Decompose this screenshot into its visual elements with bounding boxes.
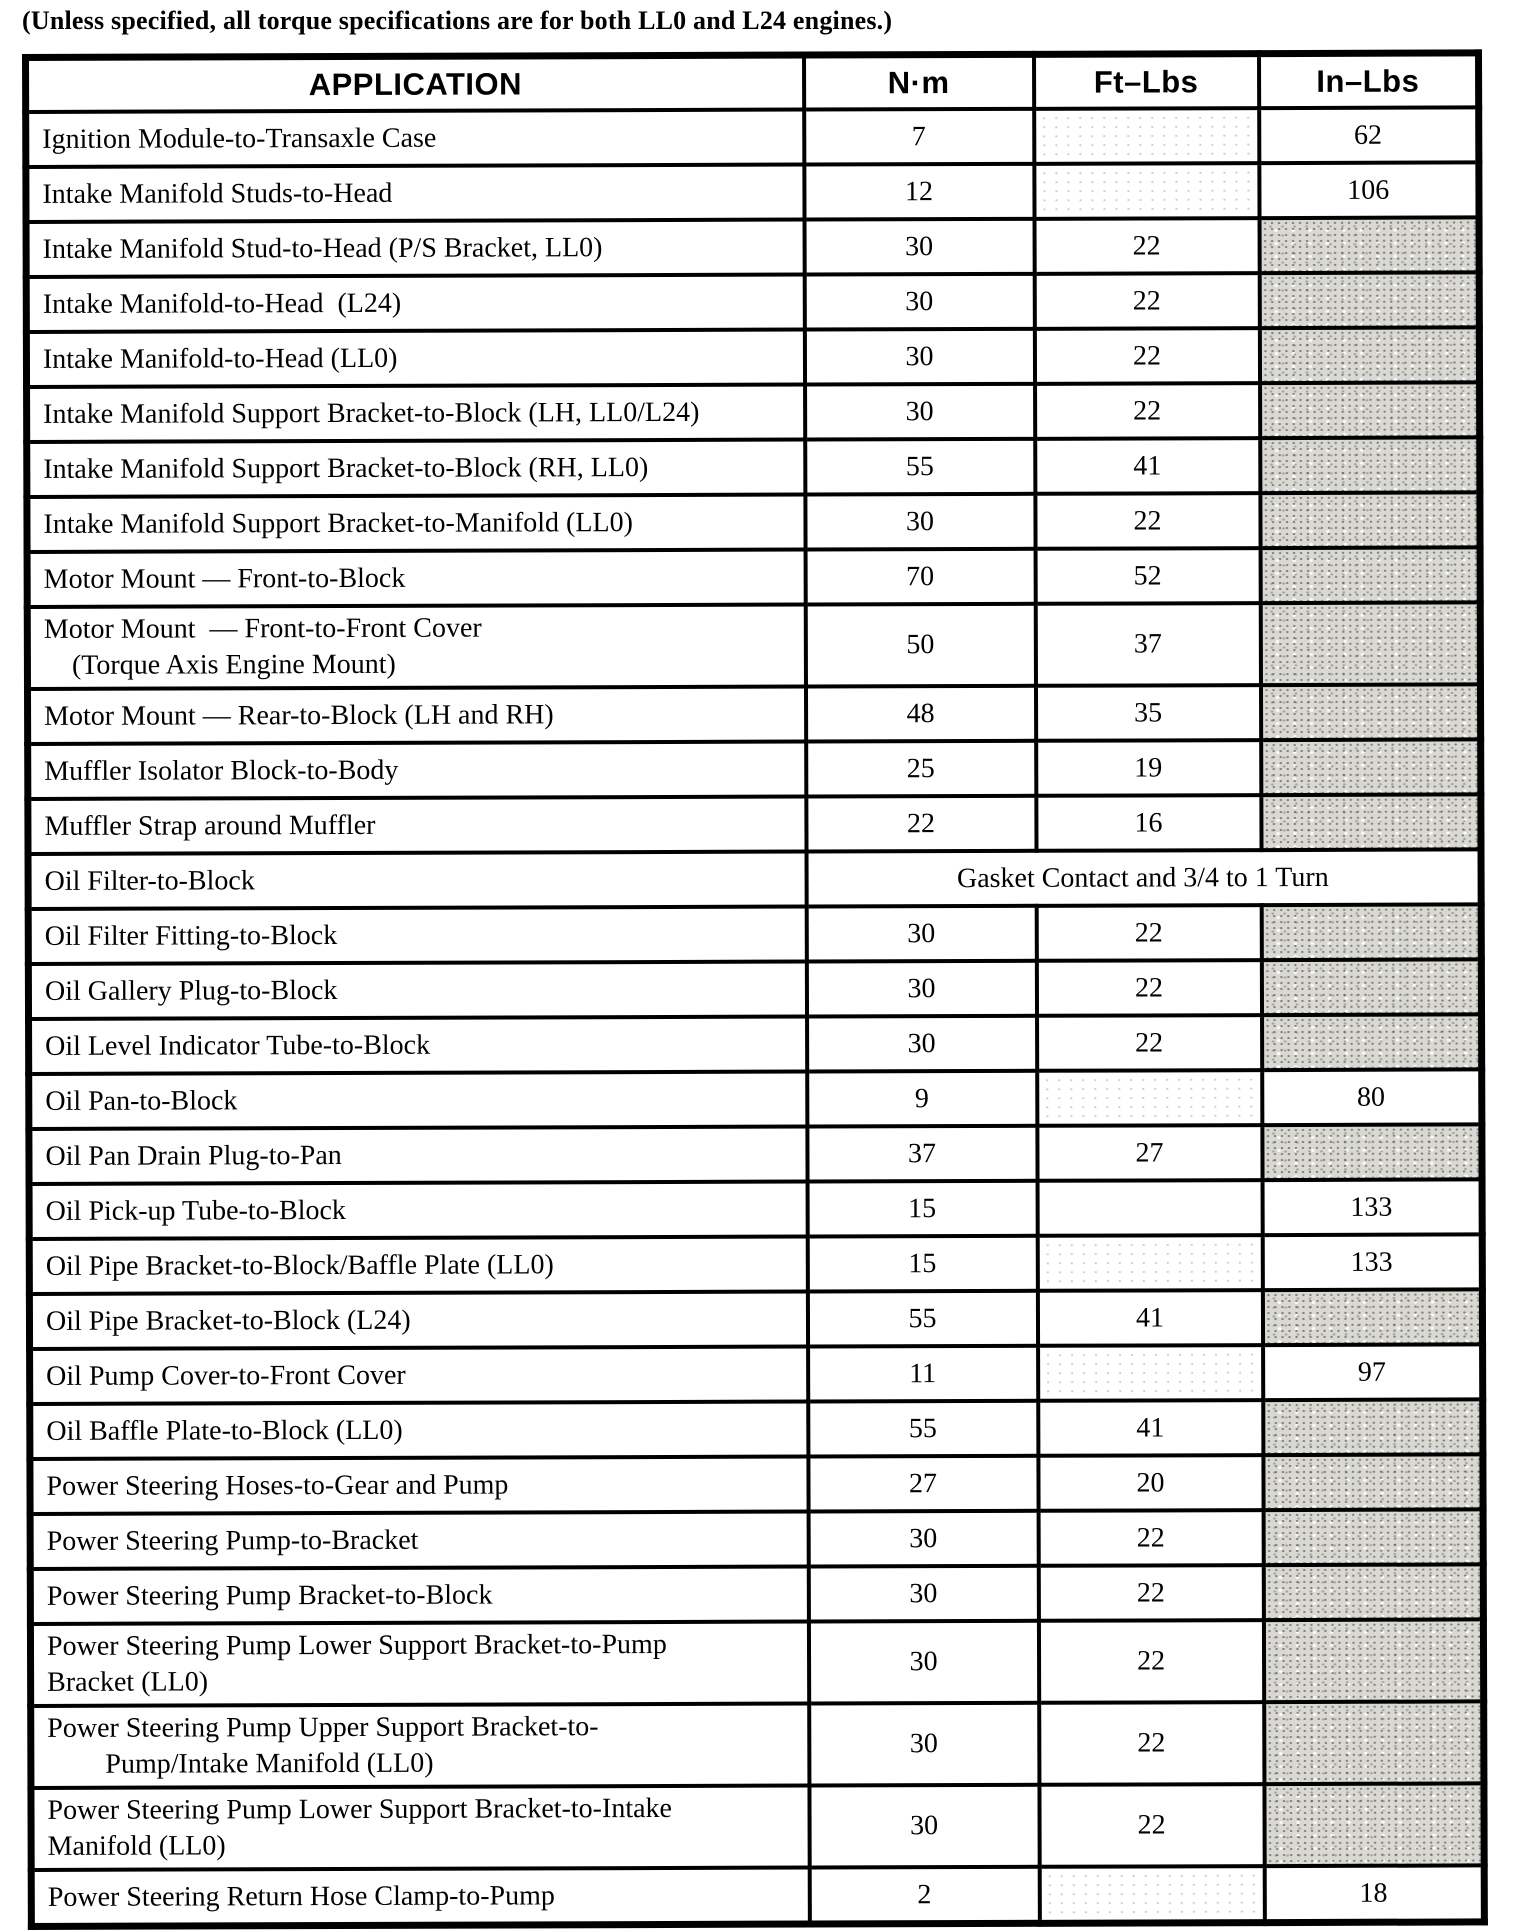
nm-cell: 15 bbox=[807, 1181, 1037, 1237]
application-cell bbox=[26, 330, 804, 387]
application-line: Intake Manifold Support Bracket-to-Block (RH, LL0) bbox=[43, 451, 649, 485]
nm-cell: 30 bbox=[809, 1785, 1039, 1868]
application-cell bbox=[31, 1786, 809, 1870]
table-row bbox=[29, 1014, 1482, 1074]
in-lbs-cell bbox=[1260, 382, 1480, 438]
application-line: Muffler Strap around Muffler bbox=[44, 809, 376, 842]
application-line: Intake Manifold Stud-to-Head (P/S Bracket, LL0) bbox=[42, 231, 603, 265]
application-line: Oil Pick-up Tube-to-Block bbox=[45, 1194, 346, 1227]
in-lbs-cell bbox=[1260, 684, 1480, 740]
application-line: Intake Manifold Support Bracket-to-Block (LH, LL0/L24) bbox=[43, 396, 700, 430]
ft-lbs-cell: 22 bbox=[1038, 1620, 1263, 1703]
note-text: (Unless specified, all torque specifications are for both LL0 and L24 engines.) bbox=[22, 6, 893, 35]
application-line: Bracket (LL0) bbox=[47, 1666, 209, 1698]
application-cell bbox=[30, 1622, 808, 1706]
torque-table bbox=[22, 49, 1488, 1930]
table-row bbox=[28, 739, 1481, 799]
table-row bbox=[27, 547, 1480, 607]
in-lbs-cell bbox=[1261, 739, 1481, 795]
application-line: Intake Manifold-to-Head (LL0) bbox=[42, 342, 398, 375]
nm-cell: 30 bbox=[804, 329, 1034, 385]
ft-lbs-cell bbox=[1037, 1070, 1262, 1126]
in-lbs-cell bbox=[1264, 1701, 1484, 1784]
in-lbs-cell bbox=[1263, 1509, 1483, 1565]
in-lbs-cell bbox=[1262, 1289, 1482, 1345]
application-cell bbox=[29, 1017, 807, 1074]
nm-cell: 15 bbox=[807, 1236, 1037, 1292]
application-cell bbox=[27, 550, 805, 607]
ft-lbs-cell: 41 bbox=[1038, 1400, 1263, 1456]
in-lbs-cell: 133 bbox=[1262, 1179, 1482, 1235]
nm-cell: 30 bbox=[808, 1566, 1038, 1622]
table-row bbox=[26, 107, 1479, 167]
nm-cell: 9 bbox=[807, 1071, 1037, 1127]
in-lbs-cell: 18 bbox=[1264, 1865, 1484, 1922]
table-row bbox=[31, 1865, 1484, 1926]
nm-cell: 7 bbox=[804, 109, 1034, 165]
in-lbs-cell bbox=[1259, 327, 1479, 383]
in-lbs-cell bbox=[1262, 1014, 1482, 1070]
application-cell bbox=[29, 1127, 807, 1184]
application-line: Power Steering Pump-to-Bracket bbox=[46, 1524, 419, 1557]
application-cell bbox=[29, 1292, 807, 1349]
in-lbs-cell bbox=[1263, 1564, 1483, 1620]
nm-cell: 30 bbox=[804, 219, 1034, 275]
ft-lbs-cell: 37 bbox=[1035, 603, 1260, 686]
table-row bbox=[29, 1069, 1482, 1129]
in-lbs-cell bbox=[1263, 1454, 1483, 1510]
application-cell bbox=[31, 1704, 809, 1788]
application-line: Oil Level Indicator Tube-to-Block bbox=[45, 1029, 431, 1062]
in-lbs-cell bbox=[1261, 904, 1481, 960]
nm-cell: 12 bbox=[804, 164, 1034, 220]
table-row bbox=[27, 492, 1480, 552]
table-row bbox=[26, 162, 1479, 222]
application-cell bbox=[29, 1237, 807, 1294]
ft-lbs-cell bbox=[1039, 1866, 1264, 1923]
application-cell bbox=[26, 275, 804, 332]
header-in-lbs: In–Lbs bbox=[1259, 53, 1479, 108]
header-ft-lbs: Ft–Lbs bbox=[1034, 54, 1259, 109]
table-row bbox=[29, 1124, 1482, 1184]
nm-cell: 30 bbox=[808, 1621, 1038, 1704]
application-cell bbox=[27, 605, 805, 689]
header-nm: N·m bbox=[804, 54, 1034, 109]
in-lbs-cell bbox=[1261, 794, 1481, 850]
in-lbs-cell: 62 bbox=[1259, 107, 1479, 163]
nm-cell: 22 bbox=[806, 796, 1036, 852]
application-cell bbox=[27, 495, 805, 552]
application-line: Intake Manifold Studs-to-Head bbox=[42, 177, 393, 210]
in-lbs-cell bbox=[1264, 1783, 1484, 1866]
application-line: Oil Gallery Plug-to-Block bbox=[44, 974, 338, 1007]
application-line: Oil Filter Fitting-to-Block bbox=[44, 919, 338, 952]
ft-lbs-cell: 22 bbox=[1036, 905, 1261, 961]
application-cell bbox=[28, 797, 806, 854]
application-cell bbox=[27, 687, 805, 744]
application-line: Pump/Intake Manifold (LL0) bbox=[105, 1747, 434, 1780]
application-line: Power Steering Hoses-to-Gear and Pump bbox=[46, 1468, 509, 1502]
application-line: Oil Pan-to-Block bbox=[45, 1084, 238, 1117]
nm-cell: 30 bbox=[809, 1703, 1039, 1786]
nm-cell: 11 bbox=[808, 1346, 1038, 1402]
application-line: Motor Mount — Front-to-Block bbox=[43, 562, 406, 595]
ft-lbs-cell: 22 bbox=[1038, 1565, 1263, 1621]
application-line: Power Steering Pump Upper Support Bracket-to- bbox=[47, 1711, 599, 1744]
application-cell bbox=[26, 165, 804, 222]
ft-lbs-cell: 22 bbox=[1037, 1015, 1262, 1071]
in-lbs-cell: 133 bbox=[1262, 1234, 1482, 1290]
application-line: Intake Manifold Support Bracket-to-Manifold (LL0) bbox=[43, 506, 633, 540]
application-cell bbox=[28, 962, 806, 1019]
ft-lbs-cell: 22 bbox=[1035, 493, 1260, 549]
in-lbs-cell bbox=[1262, 1124, 1482, 1180]
application-line: (Torque Axis Engine Mount) bbox=[71, 648, 396, 681]
in-lbs-cell bbox=[1260, 602, 1480, 685]
table-row bbox=[30, 1509, 1483, 1569]
table-row bbox=[27, 437, 1480, 497]
ft-lbs-cell: 22 bbox=[1034, 218, 1259, 274]
table-row bbox=[26, 327, 1479, 387]
application-cell bbox=[30, 1347, 808, 1404]
application-line: Power Steering Return Hose Clamp-to-Pump bbox=[47, 1879, 555, 1913]
table-row bbox=[29, 1289, 1482, 1349]
ft-lbs-cell: 16 bbox=[1036, 795, 1261, 851]
table-row bbox=[27, 684, 1480, 744]
in-lbs-cell bbox=[1260, 492, 1480, 548]
application-cell bbox=[28, 852, 806, 909]
nm-cell: 55 bbox=[805, 439, 1035, 495]
ft-lbs-cell: 22 bbox=[1036, 960, 1261, 1016]
application-line: Oil Pipe Bracket-to-Block (L24) bbox=[45, 1304, 411, 1337]
nm-cell: 30 bbox=[806, 906, 1036, 962]
table-header-row bbox=[26, 53, 1479, 112]
in-lbs-cell bbox=[1259, 217, 1479, 273]
application-line: Power Steering Pump Lower Support Bracket-to-Pump bbox=[46, 1628, 667, 1662]
application-cell bbox=[27, 440, 805, 497]
in-lbs-cell bbox=[1260, 547, 1480, 603]
application-line: Oil Pan Drain Plug-to-Pan bbox=[45, 1139, 342, 1172]
in-lbs-cell bbox=[1261, 959, 1481, 1015]
nm-cell: 50 bbox=[805, 604, 1035, 687]
table-row bbox=[30, 1344, 1483, 1404]
table-row bbox=[26, 217, 1479, 277]
in-lbs-cell: 106 bbox=[1259, 162, 1479, 218]
table-row bbox=[30, 1399, 1483, 1459]
nm-cell: 48 bbox=[805, 686, 1035, 742]
nm-cell: 30 bbox=[804, 274, 1034, 330]
application-line: Intake Manifold-to-Head (L24) bbox=[42, 287, 402, 320]
in-lbs-cell bbox=[1263, 1619, 1483, 1702]
application-cell bbox=[28, 742, 806, 799]
nm-cell: 30 bbox=[806, 961, 1036, 1017]
application-line: Motor Mount — Rear-to-Block (LH and RH) bbox=[44, 698, 554, 732]
nm-cell: 30 bbox=[805, 494, 1035, 550]
nm-cell: 30 bbox=[807, 1016, 1037, 1072]
application-cell bbox=[27, 385, 805, 442]
ft-lbs-cell: 27 bbox=[1037, 1125, 1262, 1181]
table-row bbox=[29, 1234, 1482, 1294]
application-line: Power Steering Pump Lower Support Bracket-to-Intake bbox=[47, 1792, 672, 1826]
table-row bbox=[28, 904, 1481, 964]
ft-lbs-cell bbox=[1037, 1180, 1262, 1236]
in-lbs-cell: 97 bbox=[1263, 1344, 1483, 1400]
table-row bbox=[31, 1701, 1484, 1788]
application-cell bbox=[30, 1402, 808, 1459]
table-row bbox=[27, 602, 1480, 689]
application-line: Manifold (LL0) bbox=[47, 1830, 226, 1862]
ft-lbs-cell: 22 bbox=[1039, 1784, 1264, 1867]
spec-table-body bbox=[26, 107, 1485, 1926]
table-row bbox=[26, 272, 1479, 332]
nm-cell: 27 bbox=[808, 1456, 1038, 1512]
table-row bbox=[31, 1783, 1484, 1870]
table-row bbox=[29, 1179, 1482, 1239]
nm-cell: 25 bbox=[806, 741, 1036, 797]
nm-cell: 30 bbox=[808, 1511, 1038, 1567]
application-line: Power Steering Pump Bracket-to-Block bbox=[46, 1579, 493, 1612]
ft-lbs-cell bbox=[1034, 108, 1259, 164]
ft-lbs-cell: 22 bbox=[1039, 1702, 1264, 1785]
table-row bbox=[28, 959, 1481, 1019]
in-lbs-cell bbox=[1260, 437, 1480, 493]
table-row bbox=[30, 1619, 1483, 1706]
table-row bbox=[27, 382, 1480, 442]
table-row bbox=[28, 794, 1481, 854]
nm-cell: 2 bbox=[809, 1867, 1039, 1924]
in-lbs-cell bbox=[1259, 272, 1479, 328]
in-lbs-cell bbox=[1263, 1399, 1483, 1455]
nm-cell: 55 bbox=[808, 1401, 1038, 1457]
application-cell bbox=[30, 1457, 808, 1514]
span-note-cell: Gasket Contact and 3/4 to 1 Turn bbox=[806, 849, 1481, 906]
in-lbs-cell: 80 bbox=[1262, 1069, 1482, 1125]
ft-lbs-cell: 52 bbox=[1035, 548, 1260, 604]
ft-lbs-cell: 41 bbox=[1035, 438, 1260, 494]
table-row bbox=[30, 1454, 1483, 1514]
application-line: Ignition Module-to-Transaxle Case bbox=[42, 122, 437, 155]
application-cell bbox=[30, 1512, 808, 1569]
application-line: Oil Filter-to-Block bbox=[44, 864, 255, 897]
application-cell bbox=[26, 220, 804, 277]
application-line: Motor Mount — Front-to-Front Cover bbox=[43, 612, 482, 645]
ft-lbs-cell bbox=[1034, 163, 1259, 219]
header-application: APPLICATION bbox=[26, 55, 804, 112]
application-cell bbox=[28, 907, 806, 964]
ft-lbs-cell: 41 bbox=[1037, 1290, 1262, 1346]
ft-lbs-cell: 20 bbox=[1038, 1455, 1263, 1511]
ft-lbs-cell: 19 bbox=[1036, 740, 1261, 796]
ft-lbs-cell: 35 bbox=[1035, 685, 1260, 741]
application-cell bbox=[29, 1072, 807, 1129]
application-cell bbox=[31, 1868, 809, 1927]
application-cell bbox=[30, 1567, 808, 1624]
ft-lbs-cell bbox=[1037, 1235, 1262, 1291]
table-row bbox=[28, 849, 1481, 909]
ft-lbs-cell bbox=[1038, 1345, 1263, 1401]
nm-cell: 30 bbox=[805, 384, 1035, 440]
application-cell bbox=[29, 1182, 807, 1239]
application-line: Oil Baffle Plate-to-Block (LL0) bbox=[46, 1414, 403, 1447]
ft-lbs-cell: 22 bbox=[1038, 1510, 1263, 1566]
ft-lbs-cell: 22 bbox=[1035, 383, 1260, 439]
table-row bbox=[30, 1564, 1483, 1624]
ft-lbs-cell: 22 bbox=[1034, 273, 1259, 329]
application-line: Oil Pump Cover-to-Front Cover bbox=[46, 1359, 406, 1392]
nm-cell: 70 bbox=[805, 549, 1035, 605]
nm-cell: 55 bbox=[807, 1291, 1037, 1347]
application-cell bbox=[26, 110, 804, 167]
application-line: Muffler Isolator Block-to-Body bbox=[44, 754, 399, 787]
application-line: Oil Pipe Bracket-to-Block/Baffle Plate (LL0) bbox=[45, 1248, 554, 1282]
nm-cell: 37 bbox=[807, 1126, 1037, 1182]
ft-lbs-cell: 22 bbox=[1034, 328, 1259, 384]
